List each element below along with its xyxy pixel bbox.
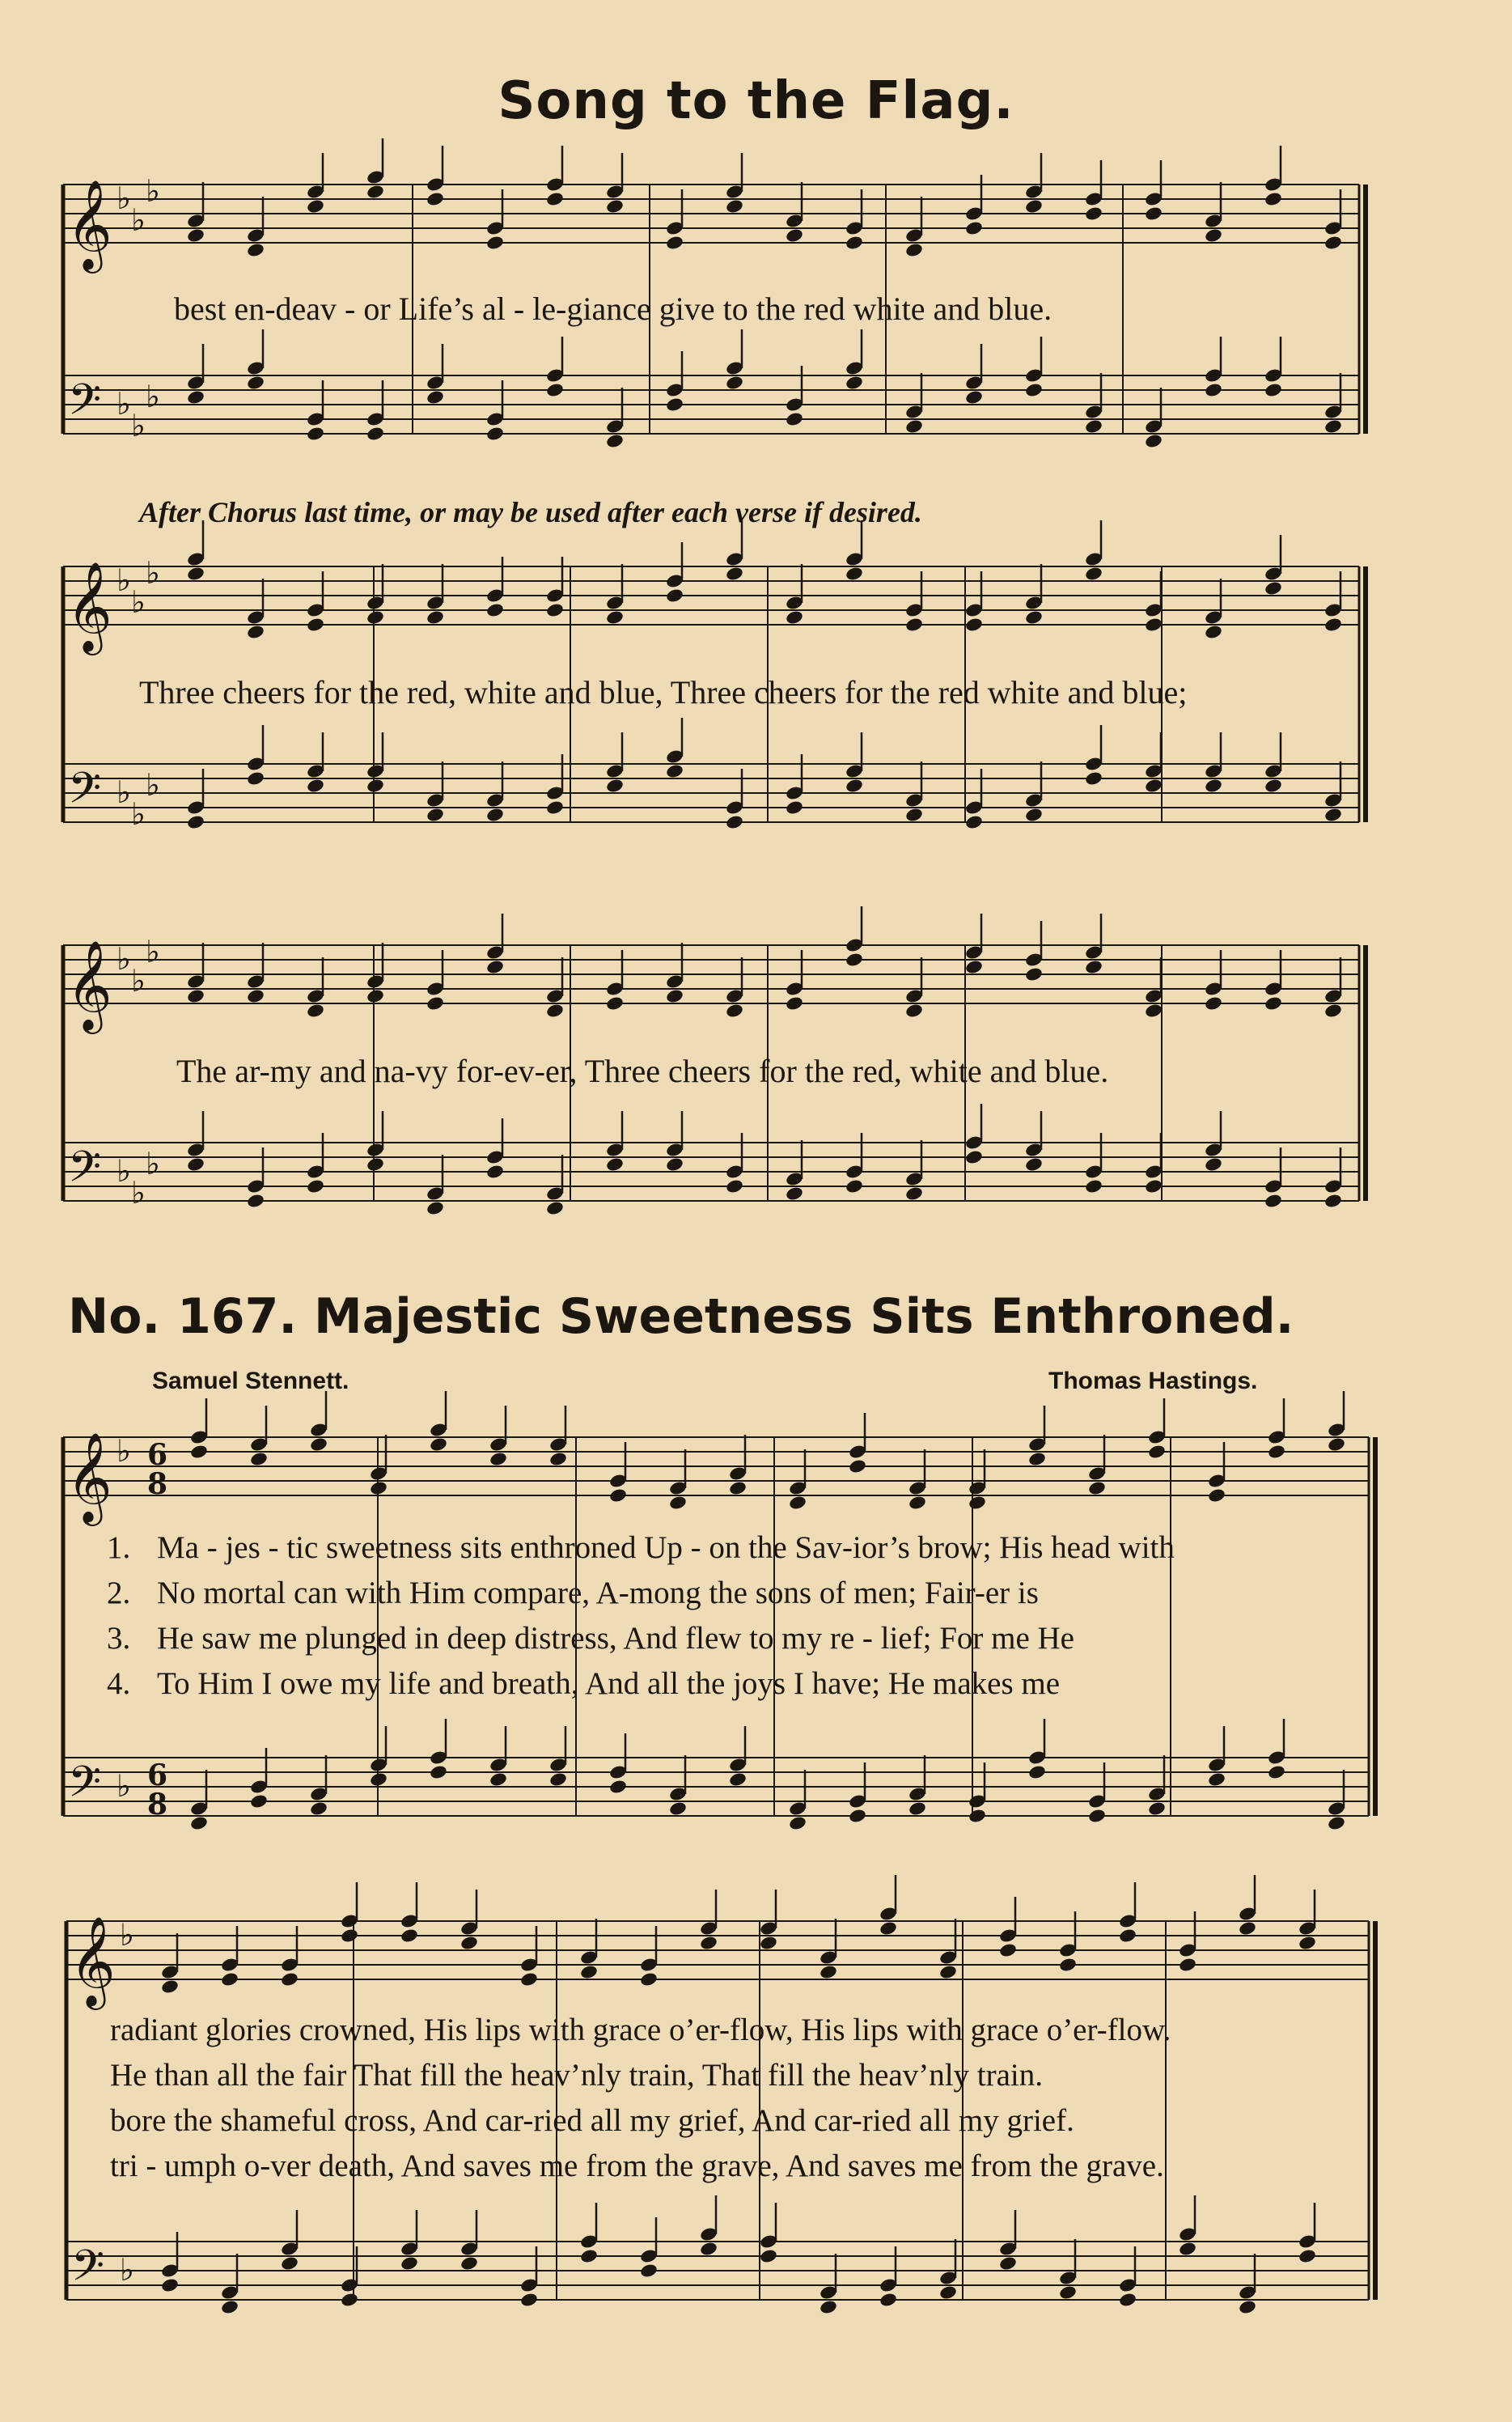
note-head — [246, 770, 265, 787]
note-head — [1324, 418, 1343, 435]
verse-text: No mortal can with Him compare, A-mong the sons of men; Fair-er is — [157, 1576, 1039, 1610]
note-head — [1327, 1815, 1346, 1831]
note-head — [1144, 206, 1163, 222]
flat-sign: ♭ — [131, 796, 146, 832]
note-head — [788, 1815, 807, 1831]
note-head — [1238, 1920, 1257, 1936]
note-head — [186, 566, 205, 582]
note-head — [1264, 1193, 1283, 1209]
flat-sign: ♭ — [116, 1153, 131, 1189]
note-head — [904, 418, 924, 435]
note-head — [1204, 382, 1223, 398]
note-head — [1087, 1808, 1107, 1824]
lyric-line-2: Three cheers for the red, white and blue, Three cheers for the red white and blue; — [139, 674, 1188, 710]
note-head — [426, 609, 445, 626]
note-head — [306, 198, 325, 214]
flat-sign: ♭ — [131, 408, 146, 443]
note-head — [1178, 2241, 1197, 2257]
note-head — [1204, 1156, 1223, 1173]
note-head — [366, 778, 385, 794]
flat-sign: ♭ — [131, 963, 146, 999]
note-head — [1298, 1935, 1317, 1951]
note-head — [605, 609, 625, 626]
note-head — [366, 426, 385, 442]
note-head — [246, 375, 265, 391]
note-head — [938, 2284, 958, 2301]
note-head — [426, 807, 445, 823]
note-head — [1178, 1957, 1197, 1973]
note-head — [964, 617, 984, 633]
note-head — [369, 1480, 388, 1496]
note-head — [725, 375, 744, 391]
note-head — [605, 198, 625, 214]
note-head — [845, 375, 864, 391]
flat-sign: ♭ — [116, 386, 131, 422]
note-head — [1084, 1178, 1103, 1194]
note-head — [819, 1964, 838, 1980]
note-head — [1264, 382, 1283, 398]
note-head — [725, 198, 744, 214]
note-head — [759, 1935, 778, 1951]
note-head — [1024, 1156, 1044, 1173]
flat-sign: ♭ — [131, 202, 146, 238]
bass-clef: 𝄢 — [68, 1143, 102, 1203]
note-head — [639, 2263, 659, 2279]
flat-sign: ♭ — [146, 1146, 160, 1181]
note-head — [964, 220, 984, 236]
note-head — [400, 1928, 419, 1944]
note-head — [309, 1801, 328, 1817]
flat-sign: ♭ — [146, 173, 160, 209]
note-head — [1084, 418, 1103, 435]
note-head — [1267, 1764, 1286, 1780]
note-head — [1324, 1003, 1343, 1019]
flat-sign: ♭ — [116, 180, 131, 216]
time-signature: 8 — [147, 1788, 168, 1822]
note-head — [1147, 1444, 1167, 1460]
note-head — [725, 566, 744, 582]
treble-clef: 𝄞 — [66, 1432, 112, 1522]
note-head — [1024, 198, 1044, 214]
note-head — [845, 1178, 864, 1194]
note-head — [340, 2292, 359, 2308]
note-head — [309, 1436, 328, 1453]
note-head — [280, 2255, 299, 2271]
note-head — [998, 1942, 1018, 1958]
time-signature: 6 — [147, 1438, 168, 1472]
treble-clef: 𝄞 — [70, 1915, 116, 2006]
verse-number: 1. — [107, 1530, 131, 1565]
hymn-title: Majestic Sweetness Sits Enthroned. — [314, 1288, 1294, 1345]
note-head — [964, 959, 984, 975]
note-head — [785, 1186, 804, 1202]
note-head — [964, 1149, 984, 1165]
note-head — [668, 1801, 688, 1817]
note-head — [1024, 966, 1044, 982]
note-head — [1238, 2299, 1257, 2315]
note-head — [366, 988, 385, 1004]
composer-credit: Thomas Hastings. — [1048, 1368, 1258, 1394]
note-head — [668, 1495, 688, 1511]
note-head — [665, 1156, 684, 1173]
note-head — [1144, 1178, 1163, 1194]
note-head — [1264, 191, 1283, 207]
note-head — [306, 778, 325, 794]
note-head — [400, 2255, 419, 2271]
note-head — [759, 2248, 778, 2264]
lyric-line-3: The ar-my and na-vy for-ev-er, Three cheers for the red, white and blue. — [176, 1053, 1109, 1089]
note-head — [1324, 1193, 1343, 1209]
note-head — [1204, 624, 1223, 640]
note-head — [1327, 1436, 1346, 1453]
note-head — [845, 235, 864, 251]
note-head — [1024, 807, 1044, 823]
flat-sign: ♭ — [131, 1175, 146, 1211]
flat-sign: ♭ — [120, 1917, 134, 1953]
note-head — [485, 1164, 505, 1180]
note-head — [429, 1436, 448, 1453]
verse-text: Ma - jes - tic sweetness sits enthroned Up - on the Sav-ior’s brow; His head with — [157, 1530, 1175, 1565]
note-head — [1084, 770, 1103, 787]
note-head — [908, 1495, 927, 1511]
bass-clef: 𝄢 — [68, 375, 102, 435]
note-head — [785, 800, 804, 816]
note-head — [1087, 1480, 1107, 1496]
note-head — [545, 1200, 565, 1216]
note-head — [189, 1815, 209, 1831]
note-head — [728, 1480, 748, 1496]
note-head — [938, 1964, 958, 1980]
flat-sign: ♭ — [120, 2252, 134, 2288]
note-head — [1267, 1444, 1286, 1460]
note-head — [246, 1193, 265, 1209]
verse-4-line-b: tri - umph o-ver death, And saves me from the grave, And saves me from the grave. — [110, 2148, 1164, 2183]
note-head — [489, 1451, 508, 1467]
note-head — [1204, 778, 1223, 794]
note-head — [1324, 807, 1343, 823]
note-head — [1264, 995, 1283, 1012]
note-head — [788, 1495, 807, 1511]
note-head — [460, 2255, 479, 2271]
note-head — [426, 1200, 445, 1216]
bass-clef: 𝄢 — [68, 1758, 102, 1818]
flat-sign: ♭ — [116, 774, 131, 810]
note-head — [908, 1801, 927, 1817]
note-head — [879, 1920, 898, 1936]
note-head — [904, 1003, 924, 1019]
note-head — [1084, 959, 1103, 975]
note-head — [489, 1771, 508, 1788]
note-head — [725, 814, 744, 830]
note-head — [608, 1487, 628, 1504]
note-head — [249, 1793, 269, 1809]
note-head — [728, 1771, 748, 1788]
note-head — [189, 1444, 209, 1460]
lyric-line-1: best en-deav - or Life’s al - le-giance give to the red white and blue. — [174, 291, 1052, 327]
hymn-number: No. 167. — [68, 1288, 298, 1345]
note-head — [1204, 995, 1223, 1012]
note-head — [160, 1979, 180, 1995]
note-head — [845, 778, 864, 794]
note-head — [845, 566, 864, 582]
note-head — [1204, 227, 1223, 244]
note-head — [485, 959, 505, 975]
note-head — [998, 2255, 1018, 2271]
note-head — [665, 587, 684, 604]
note-head — [246, 624, 265, 640]
note-head — [1324, 617, 1343, 633]
note-head — [665, 763, 684, 779]
note-head — [665, 235, 684, 251]
note-head — [1298, 2248, 1317, 2264]
note-head — [1207, 1771, 1226, 1788]
note-head — [579, 1964, 599, 1980]
note-head — [605, 995, 625, 1012]
note-head — [785, 995, 804, 1012]
verse-number: 3. — [107, 1621, 131, 1656]
note-head — [639, 1971, 659, 1987]
note-head — [306, 426, 325, 442]
note-head — [220, 2299, 239, 2315]
note-head — [819, 2299, 838, 2315]
note-head — [1144, 1003, 1163, 1019]
verse-number: 4. — [107, 1666, 131, 1701]
note-head — [426, 389, 445, 405]
note-head — [904, 242, 924, 258]
note-head — [964, 814, 984, 830]
note-head — [280, 1971, 299, 1987]
note-head — [879, 2292, 898, 2308]
note-head — [545, 382, 565, 398]
time-signature: 8 — [147, 1467, 168, 1501]
note-head — [485, 426, 505, 442]
note-head — [904, 807, 924, 823]
note-head — [968, 1808, 987, 1824]
chorus-direction: After Chorus last time, or may be used after each verse if desired. — [139, 496, 922, 528]
flat-sign: ♭ — [116, 1768, 131, 1804]
note-head — [785, 227, 804, 244]
note-head — [968, 1495, 987, 1511]
note-head — [426, 995, 445, 1012]
note-head — [1024, 609, 1044, 626]
note-head — [426, 191, 445, 207]
note-head — [369, 1771, 388, 1788]
flat-sign: ♭ — [116, 562, 131, 598]
bass-clef: 𝄢 — [68, 764, 102, 824]
note-head — [1324, 235, 1343, 251]
note-head — [485, 235, 505, 251]
note-head — [429, 1764, 448, 1780]
note-head — [548, 1771, 568, 1788]
note-head — [1058, 2284, 1078, 2301]
note-head — [665, 397, 684, 413]
verse-2-line-b: He than all the fair That fill the heav’nly train, That fill the heav’nly train. — [110, 2058, 1043, 2093]
note-head — [366, 184, 385, 200]
note-head — [485, 602, 505, 618]
note-head — [1118, 2292, 1137, 2308]
treble-clef: 𝄞 — [66, 940, 112, 1030]
note-head — [699, 1935, 718, 1951]
note-head — [545, 800, 565, 816]
note-head — [186, 227, 205, 244]
note-head — [1118, 1928, 1137, 1944]
note-head — [306, 617, 325, 633]
flat-sign: ♭ — [146, 934, 160, 969]
note-head — [306, 1178, 325, 1194]
note-head — [186, 988, 205, 1004]
verse-text: He saw me plunged in deep distress, And flew to my re - lief; For me He — [157, 1621, 1074, 1656]
note-head — [785, 411, 804, 427]
note-head — [306, 1003, 325, 1019]
note-head — [848, 1458, 867, 1474]
verse-number: 2. — [107, 1576, 131, 1610]
note-head — [1144, 433, 1163, 449]
note-head — [519, 2292, 539, 2308]
note-head — [904, 617, 924, 633]
treble-clef: 𝄞 — [66, 561, 112, 651]
song-title: Song to the Flag. — [498, 71, 1014, 131]
flat-sign: ♭ — [146, 767, 160, 803]
note-head — [1264, 778, 1283, 794]
note-head — [160, 2277, 180, 2293]
note-head — [548, 1451, 568, 1467]
note-head — [904, 1186, 924, 1202]
note-head — [579, 2248, 599, 2264]
note-head — [725, 1003, 744, 1019]
note-head — [785, 609, 804, 626]
note-head — [725, 1178, 744, 1194]
note-head — [485, 807, 505, 823]
note-head — [1027, 1451, 1047, 1467]
flat-sign: ♭ — [116, 941, 131, 977]
note-head — [845, 952, 864, 968]
note-head — [186, 389, 205, 405]
verse-1-line-b: radiant glories crowned, His lips with grace o’er-flow, His lips with grace o’er-flow. — [110, 2013, 1171, 2047]
note-head — [186, 1156, 205, 1173]
note-head — [460, 1935, 479, 1951]
flat-sign: ♭ — [131, 584, 146, 620]
note-head — [1084, 206, 1103, 222]
flat-sign: ♭ — [146, 555, 160, 591]
note-head — [340, 1928, 359, 1944]
note-head — [1144, 617, 1163, 633]
note-head — [1027, 1764, 1047, 1780]
flat-sign: ♭ — [116, 1433, 131, 1469]
note-head — [605, 1156, 625, 1173]
note-head — [246, 988, 265, 1004]
note-head — [608, 1779, 628, 1795]
note-head — [246, 242, 265, 258]
note-head — [366, 609, 385, 626]
note-head — [186, 814, 205, 830]
author-credit: Samuel Stennett. — [152, 1368, 349, 1394]
verse-3-line-b: bore the shameful cross, And car-ried all my grief, And car-ried all my grief. — [110, 2103, 1074, 2138]
note-head — [545, 191, 565, 207]
note-head — [1058, 1957, 1078, 1973]
note-head — [605, 778, 625, 794]
note-head — [964, 389, 984, 405]
bass-clef: 𝄢 — [71, 2242, 105, 2301]
note-head — [1144, 778, 1163, 794]
treble-clef: 𝄞 — [66, 179, 112, 269]
note-head — [699, 2241, 718, 2257]
note-head — [1207, 1487, 1226, 1504]
note-head — [1084, 566, 1103, 582]
note-head — [545, 1003, 565, 1019]
verse-text: To Him I owe my life and breath, And all the joys I have; He makes me — [157, 1666, 1061, 1701]
note-head — [545, 602, 565, 618]
note-head — [665, 988, 684, 1004]
note-head — [220, 1971, 239, 1987]
note-head — [848, 1808, 867, 1824]
time-signature: 6 — [147, 1758, 168, 1792]
note-head — [249, 1451, 269, 1467]
note-head — [366, 1156, 385, 1173]
note-head — [1024, 382, 1044, 398]
note-head — [1264, 580, 1283, 596]
note-head — [519, 1971, 539, 1987]
note-head — [605, 433, 625, 449]
flat-sign: ♭ — [146, 379, 160, 414]
note-head — [1147, 1801, 1167, 1817]
